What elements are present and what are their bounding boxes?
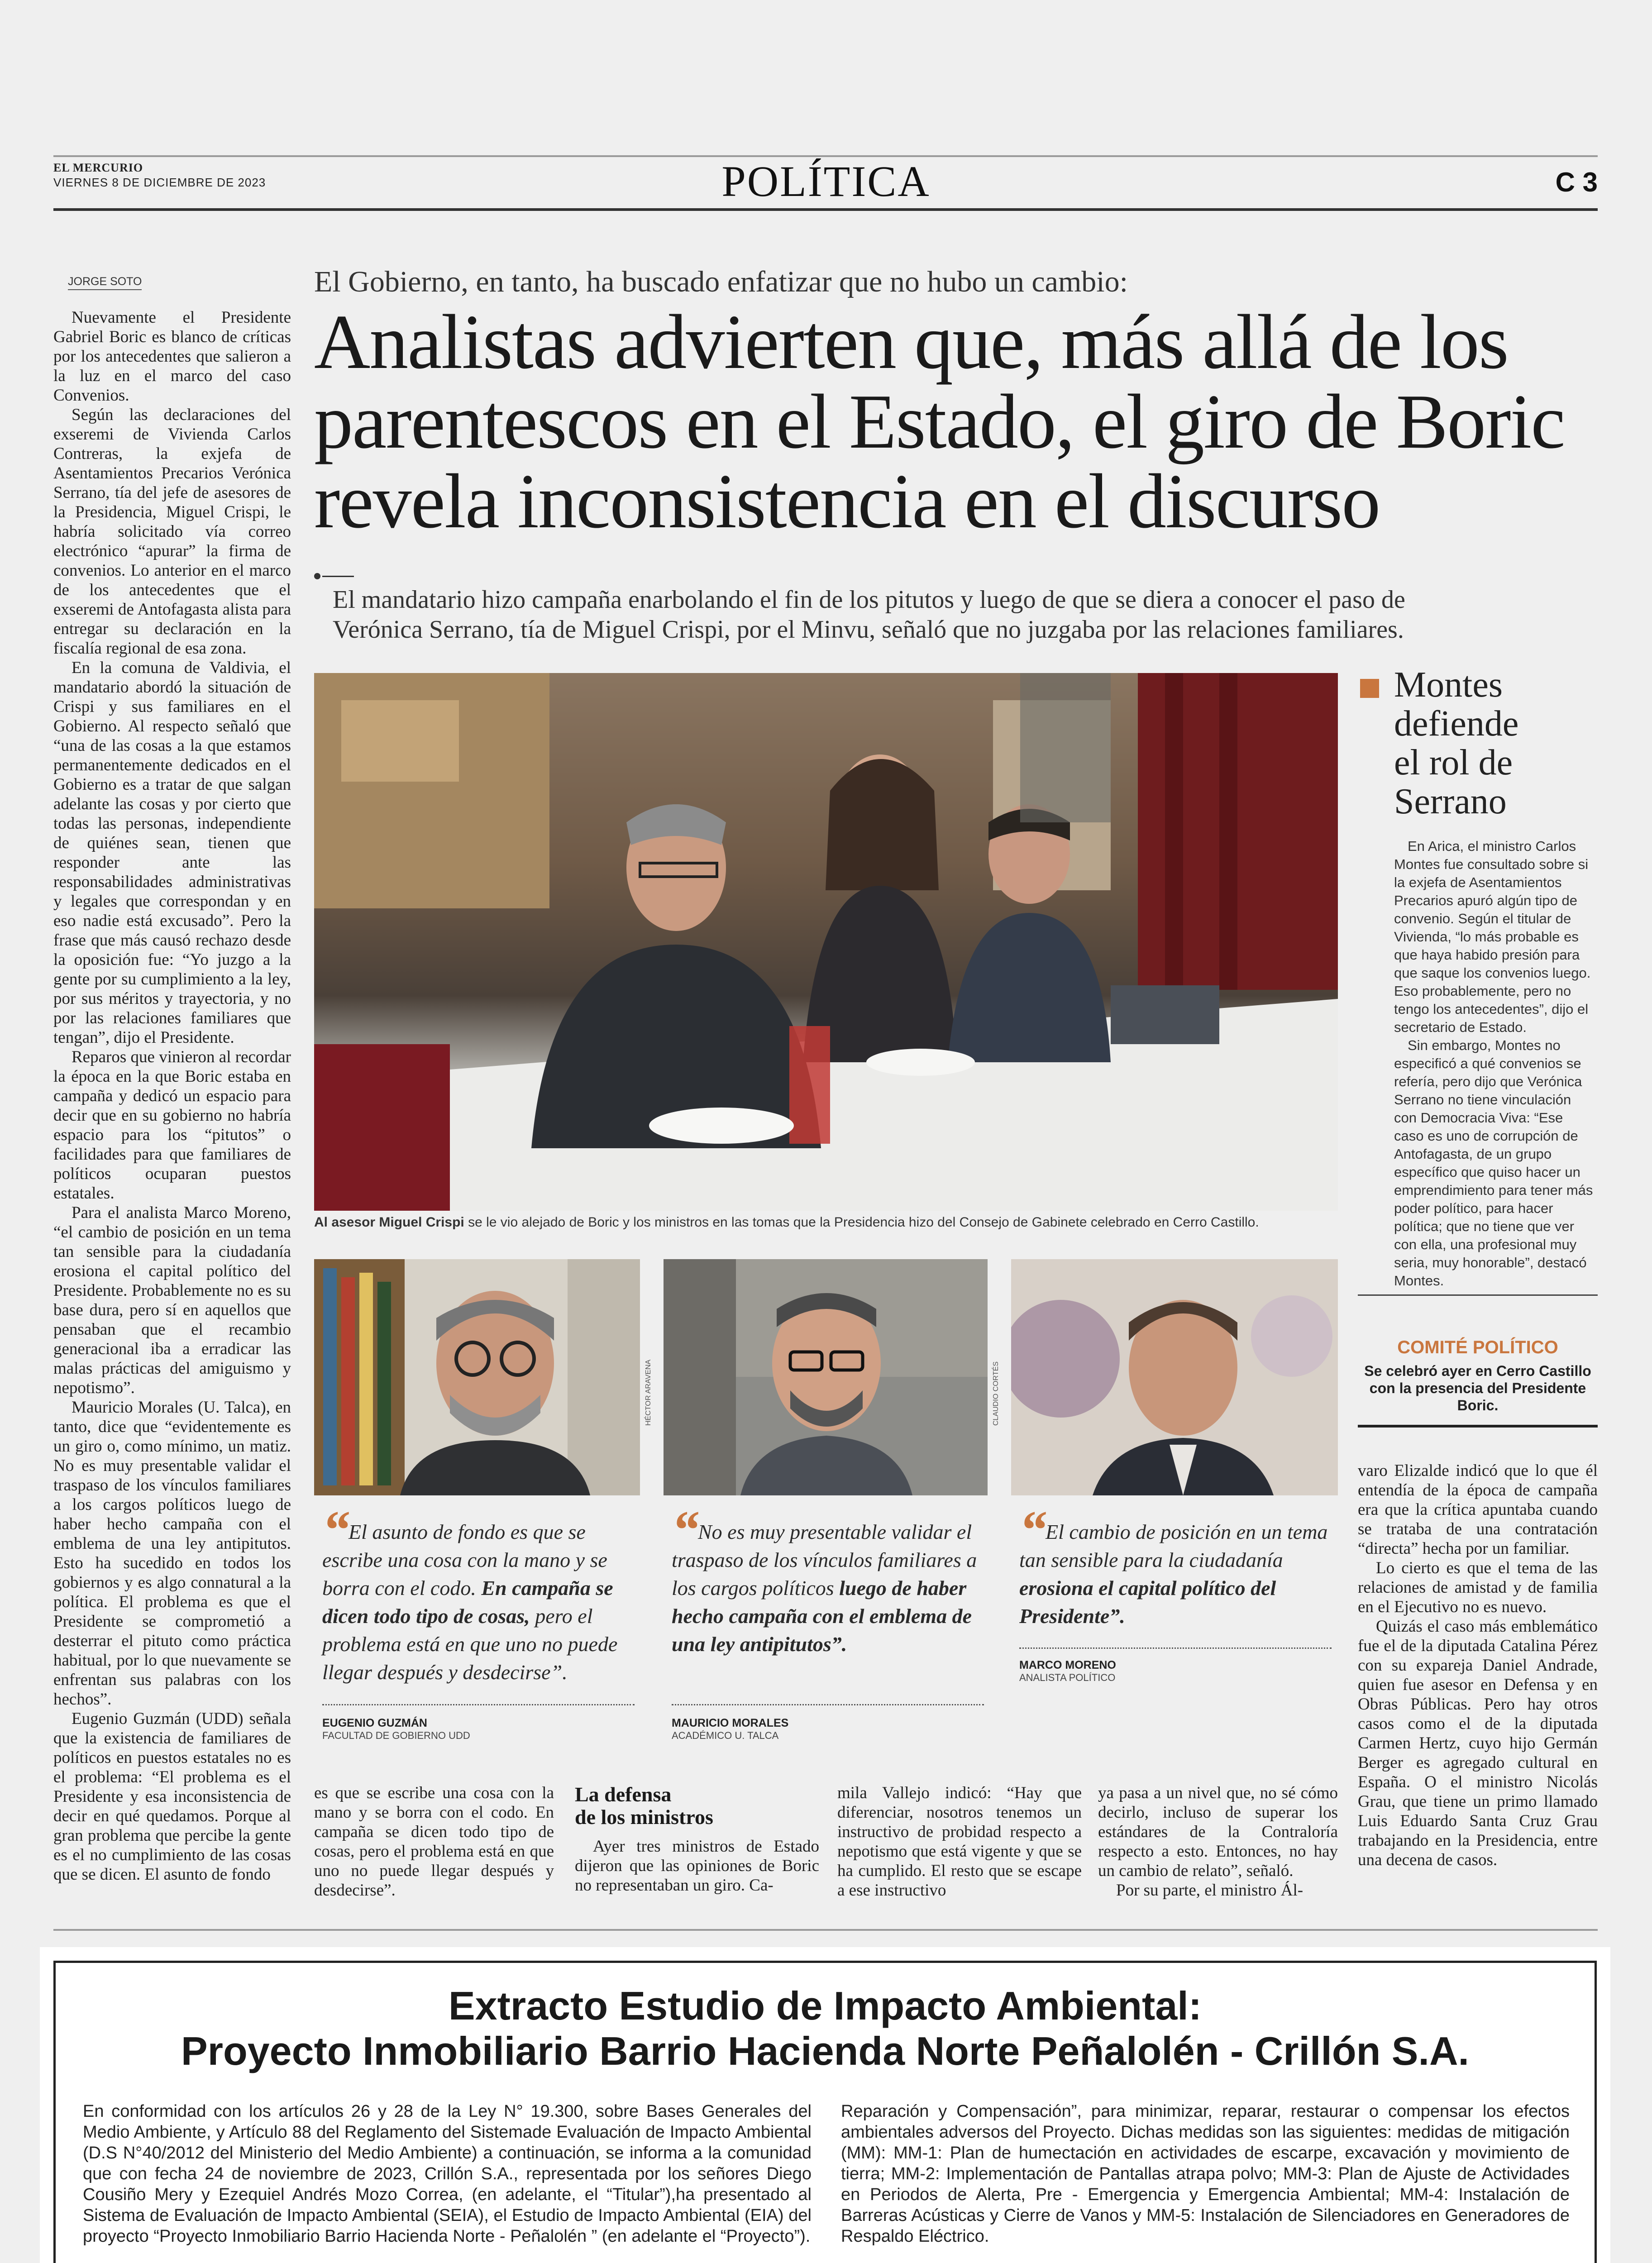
left-column (53, 308, 291, 1896)
bottom-text: Por su parte, el ministro Ál- (1116, 1881, 1303, 1900)
caption-text: se le vio alejado de Boric y los ministros en las tomas que la Presidencia hizo del Consejo de Gabinete celebrado en Cerro Castillo. (464, 1215, 1259, 1230)
bottom-text: ya pasa a un nivel que, no sé cómo decirlo, incluso de superar los estándares de la Contraloría respecto a esto. Entonces, no hay un cambio de relato”, señaló. (1098, 1784, 1338, 1880)
masthead-bottom-rule (53, 208, 1598, 211)
quote-name: MAURICIO MORALES (672, 1717, 789, 1729)
quote-mark-icon: “ (322, 1499, 343, 1560)
right-paragraph: Lo cierto es que el tema de las relaciones de amistad y de familia en el Ejecutivo no es nuevo. (1358, 1559, 1598, 1616)
quote-name: MARCO MORENO (1019, 1659, 1116, 1671)
left-paragraph: Eugenio Guzmán (UDD) señala que la existencia de familiares de políticos en puestos estatales no es el problema: “El problema es el Presidente y esa inconsistencia de decir en qué quedamos. Porque al gran problema que percibe la gente es el no cumplimiento de las cosas que se dicen. El asunto de fondo (53, 1709, 291, 1884)
paper-name: EL MERCURIO (53, 161, 143, 174)
quote-divider (1019, 1647, 1332, 1649)
photo-credit: HÉCTOR ARAVENA (645, 1359, 652, 1426)
right-paragraph: varo Elizalde indicó que lo que él entendía de la época de campaña era que la crítica apuntaba cuando se trataba de una contratación “directa” hecha por un familiar. (1358, 1461, 1598, 1558)
sidebar-title (1394, 665, 1593, 821)
legal-notice-title (40, 1983, 1610, 2074)
quote-role: FACULTAD DE GOBIERNO UDD (322, 1730, 470, 1741)
quote-morales (672, 1499, 988, 1658)
quote-mark-icon: “ (1019, 1499, 1040, 1560)
quote-text: El cambio de posición en un tema tan sensible para la ciudadanía (1019, 1520, 1328, 1571)
quote-text: El asunto de fondo es que se escribe una cosa con la mano y se borra con el codo. (322, 1520, 607, 1599)
right-paragraph: Quizás el caso más emblemático fue el de la diputada Catalina Pérez con su expareja Daniel Andrade, quien fue asesor en Defensa y en Obras Públicas. Pero hay otros casos como el de la diputada Carmen Hertz, cuyo hijo Germán Berger es agregado cultural en España. O el ministro Nicolás Grau, que tiene un primo llamado Luis Eduardo Santa Cruz Grau trabajando en la Presidencia, entre una decena de casos. (1358, 1617, 1598, 1869)
main-photo-caption (314, 1215, 1338, 1230)
comite-title: COMITÉ POLÍTICO (1397, 1337, 1558, 1357)
bottom-text: mila Vallejo indicó: “Hay que diferenciar, nosotros tenemos un instructivo de probidad respecto a nepotismo que está vigente y que se ha cumplido. El resto que se escape a ese instructivo (837, 1784, 1082, 1900)
quote-mark-icon: “ (672, 1499, 692, 1560)
quote-attribution (322, 1717, 470, 1742)
headline (314, 299, 1604, 544)
article-bottom-rule (53, 1929, 1598, 1931)
quote-tail: pero el problema está en que uno no puede llegar después y desdecirse”. (322, 1604, 618, 1684)
legal-paragraph: En conformidad con los artículos 26 y 28 de la Ley N° 19.300, sobre Bases Generales del Medio Ambiente, y Artículo 88 del Reglamento del Sistemade Evaluación de Impacto Ambiental (D.S N°40/2012 del Ministerio del Medio Ambiente) a continuación, se informa a la comunidad que con fecha 24 de noviembre de 2023, Crillón S.A., representada por los señores Diego Cousiño Mery y Ezequiel Andrés Mozo Correa, (en adelante, el “Titular”),ha presentado al Sistema de Evaluación de Impacto Ambiental (SEIA), el Estudio de Impacto Ambiental (EIA) del proyecto “Proyecto Inmobiliario Barrio Hacienda Norte - Peñalolén ” (en adelante el “Proyecto”). (83, 2102, 812, 2246)
quote-attribution (1019, 1659, 1116, 1684)
deck (333, 585, 1600, 645)
person-woman-center (803, 754, 957, 1062)
deck-bullet (314, 573, 320, 579)
quote-bold: En campaña se dicen todo tipo de cosas, (322, 1576, 613, 1628)
bottom-text: es que se escribe una cosa con la mano y se borra con el codo. En campaña se dicen todo tipo de cosas, pero el problema está en que uno no puede llegar después y desdecirse”. (314, 1784, 554, 1900)
comite-subtitle: Se celebró ayer en Cerro Castillo con la presencia del Presidente Boric. (1364, 1363, 1591, 1413)
portrait-morales-image (664, 1259, 988, 1495)
quote-divider (672, 1704, 984, 1705)
sidebar-title-line: defiende (1394, 704, 1519, 744)
legal-right-column (841, 2101, 1570, 2263)
portrait-guzman-image (314, 1259, 640, 1495)
legal-paragraph: Reparación y Compensación”, para minimizar, reparar, restaurar o compensar los efectos ambientales adversos del Proyecto. Dichas medidas son las siguientes: medidas de mitigación (MM): MM-1: Plan de humectación en actividades de escarpe, excavación y movimiento de tierra; MM-2: Implementación de Pantallas atrapa polvo; MM-3: Plan de Ajuste de Actividades en Periodos de Alerta, Pre - Emergencia y Emergencia Ambiental; MM-4: Instalación de Barreras Acústicas y Cierre de Vanos y MM-5: Instalación de Silenciadores en Generadores de Respaldo Eléctrico. (841, 2102, 1570, 2246)
headline-line: revela inconsistencia en el discurso (314, 458, 1380, 544)
left-paragraph: Mauricio Morales (U. Talca), en tanto, dice que “evidentemente es un giro o, como mínimo, un matiz. No es muy presentable validar el traspaso de los vínculos familiares a los cargos políticos luego de haber hecho campaña con el emblema de una ley antipitutos. Esto ha sucedido en todos los gobiernos y es algo connatural a la política. El problema es que el Presidente se comprometió a desterrar el pituto como práctica habitual, por lo que nuevamente se enfrentan sus palabras con los hechos”. (53, 1398, 291, 1709)
byline: JORGE SOTO (68, 275, 142, 290)
sidebar-paragraph: En Arica, el ministro Carlos Montes fue consultado sobre si la exjefa de Asentamientos Precarios apuró algún tipo de convenio. Según el titular de Vivienda, “lo más probable es que haya habido presión para que saque los convenios luego. Eso probablemente, pero no tengo los antecedentes”, dijo el secretario de Estado. (1394, 838, 1591, 1035)
byline-wrap (68, 275, 142, 290)
issue-date: VIERNES 8 DE DICIEMBRE DE 2023 (53, 176, 266, 189)
quote-role: ACADÉMICO U. TALCA (672, 1730, 779, 1741)
quote-role: ANALISTA POLÍTICO (1019, 1672, 1116, 1683)
legal-left-column (83, 2101, 812, 2263)
legal-title-line: Extracto Estudio de Impacto Ambiental: (448, 1983, 1202, 2028)
bottom-text: Ayer tres ministros de Estado dijeron que las opiniones de Boric no representaban un giro. Ca- (575, 1837, 819, 1895)
legal-notice (40, 1947, 1610, 2263)
bottom-column-4 (1098, 1783, 1338, 1900)
quote-guzman (322, 1499, 639, 1686)
left-paragraph: En la comuna de Valdivia, el mandatario abordó la situación de Crispi y sus familiares en el Gobierno. Al respecto señaló que “una de las cosas a la que estamos permanentemente dedicados en el Gobierno es a tratar de que salgan adelante las cosas y por cierto que todas las personas, independiente de quiénes sean, tienen que responder ante las responsabilidades administrativas y legales que correspondan y en eso nadie está excusado”. Pero la frase que más causó rechazo desde la oposición fue: “Yo juzgo a la gente por su cumplimiento a la ley, por sus méritos y trayectoria, y no por las relaciones familiares que tengan”, dijo el Presidente. (53, 659, 291, 1047)
main-photo (314, 673, 1338, 1211)
deck-rule (322, 576, 354, 577)
sidebar-title-line: Montes (1394, 665, 1503, 705)
subhead (575, 1783, 819, 1829)
caption-bold: Al asesor Miguel Crispi (314, 1215, 464, 1230)
sidebar-title-line: Serrano (1394, 782, 1507, 821)
sidebar-paragraph: Sin embargo, Montes no especificó a qué convenios se refería, pero dijo que Verónica Serrano no tiene vinculación con Democracia Viva: “Ese caso es uno de corrupción de Antofagasta, de un grupo específico que quiso hacer un emprendimiento para tener más poder político, para hacer política; que no tiene que ver con ella, una profesional muy seria, muy honorable”, destacó Montes. (1394, 1037, 1593, 1289)
page-number: C 3 (1555, 167, 1598, 197)
right-column (1358, 1461, 1598, 1870)
left-paragraph: Para el analista Marco Moreno, “el cambio de posición en un tema tan sensible para la ciudadanía erosiona el capital político del Presidente. Probablemente no es su base dura, pero sí en aquellos que pensaban que el recambio generacional iba a erradicar las malas prácticas del amiguismo y nepotismo”. (53, 1203, 291, 1397)
sidebar-body (1394, 837, 1593, 1290)
section-title: POLÍTICA (721, 157, 931, 205)
left-paragraph: Según las declaraciones del exseremi de Vivienda Carlos Contreras, la exjefa de Asentamientos Precarios Verónica Serrano, tía del jefe de asesores de la Presidencia, Miguel Crispi, le habría solicitado vía correo electrónico “apurar” la firma de convenios. Lo anterior en el marco de los antecedentes que el exseremi de Antofagasta alista para entregar su declaración en la fiscalía regional de esa zona. (53, 406, 291, 658)
deck-line: El mandatario hizo campaña enarbolando el fin de los pitutos y luego de que se diera a conocer el paso de (333, 586, 1405, 614)
headline-line: parentescos en el Estado, el giro de Boric (314, 379, 1565, 465)
legal-title-line: Proyecto Inmobiliario Barrio Hacienda Norte Peñalolén - Crillón S.A. (181, 2029, 1469, 2073)
comite-rule (1358, 1425, 1598, 1428)
deck-line: Verónica Serrano, tía de Miguel Crispi, por el Minvu, señaló que no juzgaba por las relaciones familiares. (333, 616, 1404, 644)
photo-credit: CLAUDIO CORTÉS (992, 1361, 1000, 1426)
sidebar-title-line: el rol de (1394, 743, 1513, 783)
bottom-column-1 (314, 1783, 554, 1900)
kicker: El Gobierno, en tanto, ha buscado enfatizar que no hubo un cambio: (314, 265, 1128, 298)
quote-text: No es muy presentable validar el traspaso de los vínculos familiares a los cargos políticos (672, 1520, 977, 1599)
bottom-column-3 (837, 1783, 1082, 1900)
portrait-guzman (314, 1259, 640, 1495)
person-man-left (531, 804, 821, 1148)
quote-bold: erosiona el capital político del Presidente”. (1019, 1576, 1276, 1628)
photo-scene (314, 673, 1338, 1211)
quote-bold: luego de haber hecho campaña con el emblema de una ley antipitutos”. (672, 1576, 972, 1656)
left-paragraph: Reparos que vinieron al recordar la época en la que Boric estaba en campaña y dedicó un espacio para decir que en su gobierno no habría espacio para los “pitutos” o facilidades para que familiares de políticos ocuparan puestos estatales. (53, 1048, 291, 1203)
headline-line: Analistas advierten que, más allá de los (314, 299, 1508, 385)
sidebar-marker (1360, 679, 1379, 698)
quote-name: EUGENIO GUZMÁN (322, 1717, 427, 1729)
quote-moreno (1019, 1499, 1336, 1630)
sidebar-rule (1358, 1294, 1598, 1296)
portrait-morales (664, 1259, 988, 1495)
portrait-moreno (1011, 1259, 1338, 1495)
bottom-column-2 (575, 1837, 819, 1895)
quote-divider (322, 1704, 635, 1705)
portrait-moreno-image (1011, 1259, 1338, 1495)
quote-attribution (672, 1717, 788, 1742)
left-paragraph: Nuevamente el Presidente Gabriel Boric es blanco de críticas por los antecedentes que salieron a la luz en el marco del caso Convenios. (53, 308, 291, 405)
subhead-line: de los ministros (575, 1805, 713, 1829)
subhead-line: La defensa (575, 1783, 672, 1806)
